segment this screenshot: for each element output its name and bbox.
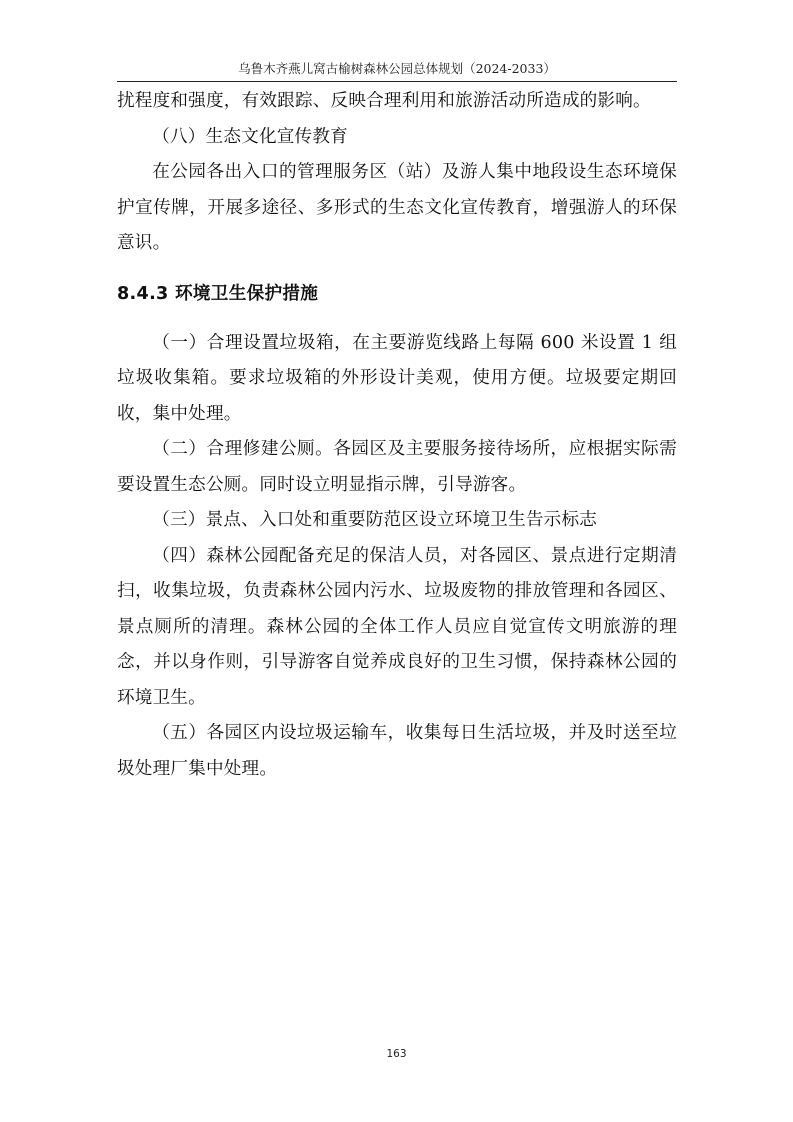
subsection-title-eight: （八）生态文化宣传教育 [152,126,348,147]
paragraph-item-two: （二）合理修建公厕。各园区及主要服务接待场所，应根据实际需要设置生态公厕。同时设立明显指示牌，引导游客。 [117,439,677,495]
paragraph-item-four: （四）森林公园配备充足的保洁人员，对各园区、景点进行定期清扫，收集垃圾，负责森林公园内污水、垃圾废物的排放管理和各园区、景点厕所的清理。森林公园的全体工作人员应自觉宣传文明旅游的理念，并以身作则，引导游客自觉养成良好的卫生习惯，保持森林公园的环境卫生。 [117,545,677,708]
paragraph-eco-education: 在公园各出入口的管理服务区（站）及游人集中地段设生态环境保护宣传牌，开展多途径、多形式的生态文化宣传教育，增强游人的环保意识。 [117,162,677,253]
paragraph-item-five: （五）各园区内设垃圾运输车，收集每日生活垃圾，并及时送至垃圾处理厂集中处理。 [117,723,677,779]
page-header: 乌鲁木齐燕儿窝古榆树森林公园总体规划（2024-2033） [238,61,556,76]
header-rule [117,81,677,82]
paragraph-continuation: 扰程度和强度，有效跟踪、反映合理利用和旅游活动所造成的影响。 [117,91,651,111]
section-heading: 8.4.3 环境卫生保护措施 [117,283,319,304]
paragraph-item-three: （三）景点、入口处和重要防范区设立环境卫生告示标志 [152,510,598,530]
document-body [117,84,677,787]
paragraph-item-one: （一）合理设置垃圾箱，在主要游览线路上每隔 600 米设置 1 组垃圾收集箱。要求垃圾箱的外形设计美观，使用方便。垃圾要定期回收，集中处理。 [117,332,677,424]
page-number: 163 [386,1048,407,1060]
